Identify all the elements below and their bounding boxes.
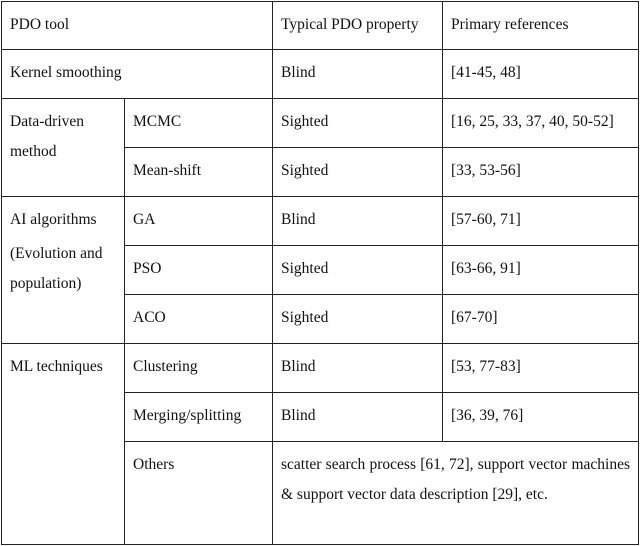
header-primary-references: Primary references: [443, 2, 639, 50]
references-cell: [57-60, 71]: [443, 197, 639, 246]
references-cell: [67-70]: [443, 295, 639, 344]
group-data-driven-method: Data-driven method: [2, 99, 125, 197]
method-cell: Clustering: [125, 344, 273, 393]
method-cell: Others: [125, 442, 273, 545]
references-cell: [41-45, 48]: [443, 50, 639, 99]
property-cell: Sighted: [273, 246, 443, 295]
table-row: [2, 344, 639, 393]
method-cell: MCMC: [125, 99, 273, 148]
group-ml-techniques: ML techniques: [2, 344, 125, 545]
references-cell: [36, 39, 76]: [443, 393, 639, 442]
property-cell: Sighted: [273, 295, 443, 344]
property-cell: Sighted: [273, 99, 443, 148]
others-description-cell: scatter search process [61, 72], support vector machines & support vector data description [29], etc.: [273, 442, 639, 545]
group-ai-title: AI algorithms: [10, 211, 97, 228]
references-cell: [63-66, 91]: [443, 246, 639, 295]
method-cell: GA: [125, 197, 273, 246]
references-cell: [53, 77-83]: [443, 344, 639, 393]
header-typical-property: Typical PDO property: [273, 2, 443, 50]
property-cell: Sighted: [273, 148, 443, 197]
references-cell: [16, 25, 33, 37, 40, 50-52]: [443, 99, 639, 148]
method-cell: ACO: [125, 295, 273, 344]
property-cell: Blind: [273, 344, 443, 393]
group-ai-algorithms: [2, 197, 125, 344]
header-pdo-tool: PDO tool: [2, 2, 273, 50]
group-ai-subtitle: (Evolution and population): [10, 245, 103, 292]
tool-kernel-smoothing: Kernel smoothing: [2, 50, 273, 99]
table-row: [2, 50, 639, 99]
method-cell: Merging/splitting: [125, 393, 273, 442]
pdo-tools-table: [1, 1, 639, 545]
table-header-row: [2, 2, 639, 50]
property-cell: Blind: [273, 197, 443, 246]
table-row: [2, 197, 639, 246]
method-cell: Mean-shift: [125, 148, 273, 197]
table-row: [2, 99, 639, 148]
method-cell: PSO: [125, 246, 273, 295]
references-cell: [33, 53-56]: [443, 148, 639, 197]
property-cell: Blind: [273, 50, 443, 99]
property-cell: Blind: [273, 393, 443, 442]
